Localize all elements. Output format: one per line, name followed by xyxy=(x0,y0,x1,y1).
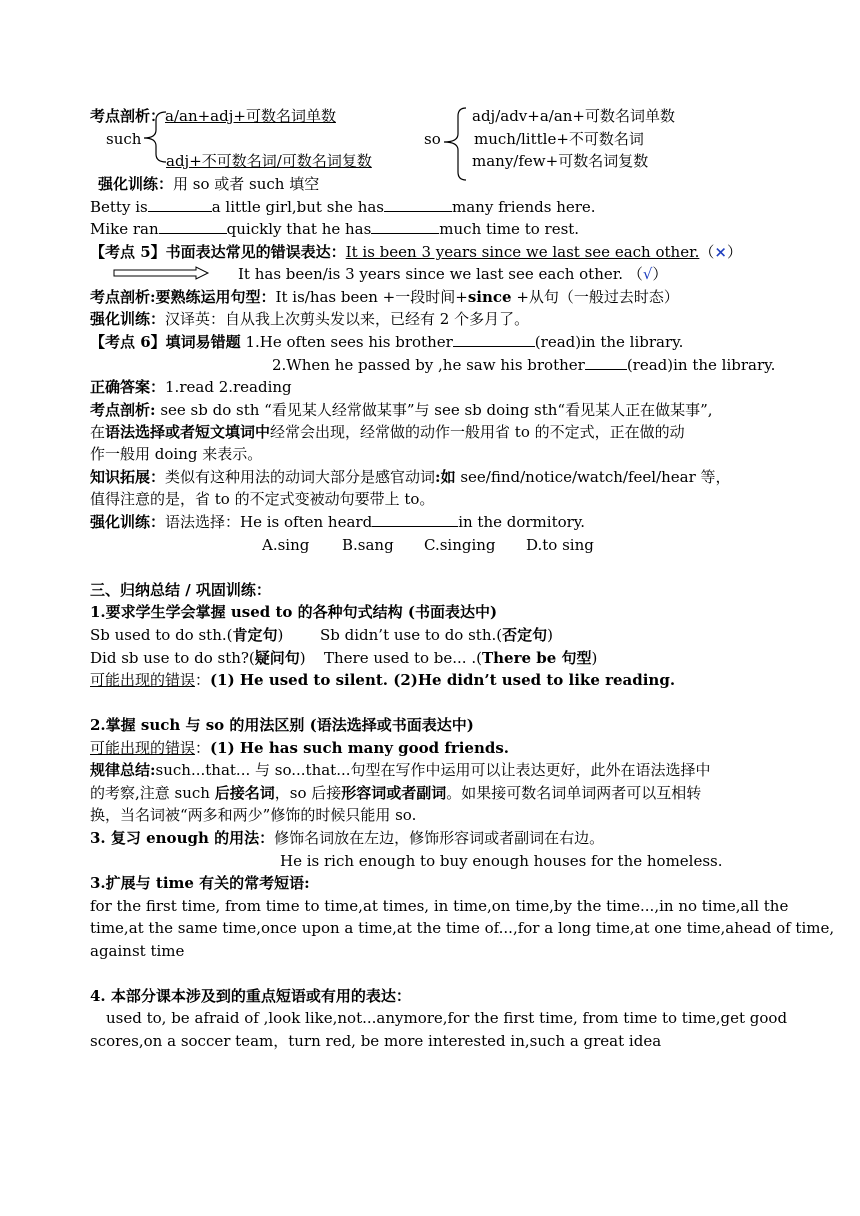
point5-heading-line: 【考点 5】书面表达常见的错误表达：It is been 3 years since we last see each other.（×） xyxy=(90,243,742,261)
answer-blank[interactable] xyxy=(585,355,627,370)
exercise-q1: Betty is a little girl,but she has many friends here. xyxy=(90,198,596,216)
point6-drill: 强化训练：语法选择：He is often heard in the dormitory. xyxy=(90,513,586,531)
used-to-affirmative: Sb used to do sth.(肯定句) xyxy=(90,626,284,644)
point6-analysis-l3: 作一般用 doing 来表示。 xyxy=(90,445,263,463)
so-pattern-3: many/few+可数名词复数 xyxy=(472,152,649,170)
so-brace-icon xyxy=(440,104,470,184)
correct-sentence-line: It has been/is 3 years since we last see each other. （√） xyxy=(238,265,668,283)
such-pattern-1: a/an+adj+可数名词单数 xyxy=(165,107,336,125)
point6-extension-l2: 值得注意的是，省 to 的不定式变被动句要带上 to。 xyxy=(90,490,435,508)
time-phrases-l1: for the first time, from time to time,at times, in time,on time,by the time...,in no time,all the xyxy=(90,897,789,915)
item2-rule-l2: 的考察,注意 such 后接名词，so 后接形容词或者副词。如果接可数名词单词两者可以互相转 xyxy=(90,784,702,802)
summary-item3b-heading: 3.扩展与 time 有关的常考短语: xyxy=(90,874,310,892)
option-c[interactable]: C.singing xyxy=(424,536,496,554)
point6-answer: 正确答案：1.read 2.reading xyxy=(90,378,292,396)
summary-item4-heading: 4. 本部分课本涉及到的重点短语或有用的表达： xyxy=(90,987,411,1005)
time-phrases-l3: against time xyxy=(90,942,185,960)
answer-blank[interactable] xyxy=(372,512,458,527)
point6-analysis-l2: 在语法选择或者短文填词中经常会出现，经常做的动作一般用省 to 的不定式，正在做的动 xyxy=(90,423,685,441)
point6-analysis-l1: 考点剖析: see sb do sth “看见某人经常做某事”与 see sb doing sth“看见某人正在做某事”, xyxy=(90,401,713,419)
option-b[interactable]: B.sang xyxy=(342,536,394,554)
cross-icon: × xyxy=(714,243,727,261)
option-a[interactable]: A.sing xyxy=(262,536,310,554)
so-word: so xyxy=(424,130,441,148)
enough-example: He is rich enough to buy enough houses for the homeless. xyxy=(280,852,723,870)
arrow-right-icon xyxy=(112,266,210,280)
such-brace-icon xyxy=(138,108,168,164)
such-pattern-2: adj+不可数名词/可数名词复数 xyxy=(166,152,372,170)
summary-item2-heading: 2.掌握 such 与 so 的用法区别 (语法选择或书面表达中) xyxy=(90,716,474,734)
answer-blank[interactable] xyxy=(371,219,439,234)
answer-blank[interactable] xyxy=(148,197,212,212)
used-to-negative: Sb didn’t use to do sth.(否定句) xyxy=(320,626,553,644)
drill-line-1: 强化训练：用 so 或者 such 填空 xyxy=(98,175,320,193)
item2-rule-l3: 换，当名词被“两多和两少”修饰的时候只能用 so. xyxy=(90,806,417,824)
answer-blank[interactable] xyxy=(159,219,227,234)
summary-heading: 三、归纳总结 / 巩固训练： xyxy=(90,581,271,599)
option-d[interactable]: D.to sing xyxy=(526,536,594,554)
point6-q2: 2.When he passed by ,he saw his brother (read)in the library. xyxy=(272,356,776,374)
item1-errors: 可能出现的错误：(1) He used to silent. (2)He didn’t used to like reading. xyxy=(90,671,676,689)
analysis-line-such-1 xyxy=(90,106,336,126)
answer-blank[interactable] xyxy=(384,197,452,212)
key-phrases-l1: used to, be afraid of ,look like,not...anymore,for the first time, from time to time,get good xyxy=(106,1009,788,1027)
correct-sentence: It has been/is 3 years since we last see each other. xyxy=(238,265,624,283)
point5-heading: 【考点 5】书面表达常见的错误表达： xyxy=(90,243,346,261)
so-pattern-2: much/little+不可数名词 xyxy=(474,130,644,148)
point6-extension-l1: 知识拓展：类似有这种用法的动词大部分是感官动词:如 see/find/notice/watch/feel/hear 等， xyxy=(90,468,731,486)
point5-analysis: 考点剖析:要熟练运用句型：It is/has been +一段时间+since +从句（一般过去时态） xyxy=(90,288,679,306)
so-pattern-1: adj/adv+a/an+可数名词单数 xyxy=(472,107,676,125)
point6-heading: 【考点 6】填词易错题 xyxy=(90,333,241,351)
check-icon: √ xyxy=(642,265,653,283)
point6-heading-line: 【考点 6】填词易错题 1.He often sees his brother (read)in the library. xyxy=(90,333,684,351)
key-phrases-l2: scores,on a soccer team，turn red, be more interested in,such a great idea xyxy=(90,1032,662,1050)
such-word: such xyxy=(106,130,142,148)
summary-item1-heading: 1.要求学生学会掌握 used to 的各种句式结构 (书面表达中) xyxy=(90,603,498,621)
summary-item3-heading: 3. 复习 enough 的用法：修饰名词放在左边，修饰形容词或者副词在右边。 xyxy=(90,829,605,847)
used-to-question: Did sb use to do sth?(疑问句) xyxy=(90,649,306,667)
used-to-there-be: There used to be... .(There be 句型) xyxy=(324,649,598,667)
wrong-sentence: It is been 3 years since we last see each other. xyxy=(345,243,700,261)
time-phrases-l2: time,at the same time,once upon a time,at the time of...,for a long time,at one time,ahead of time, xyxy=(90,919,835,937)
analysis-label: 考点剖析： xyxy=(90,107,166,125)
exercise-q2: Mike ran quickly that he has much time to rest. xyxy=(90,220,580,238)
item2-errors: 可能出现的错误：(1) He has such many good friends. xyxy=(90,739,510,757)
answer-blank[interactable] xyxy=(453,332,535,347)
item2-rule-l1: 规律总结:such...that... 与 so...that...句型在写作中运用可以让表达更好，此外在语法选择中 xyxy=(90,761,711,779)
point5-drill: 强化训练：汉译英：自从我上次剪头发以来，已经有 2 个多月了。 xyxy=(90,310,530,328)
